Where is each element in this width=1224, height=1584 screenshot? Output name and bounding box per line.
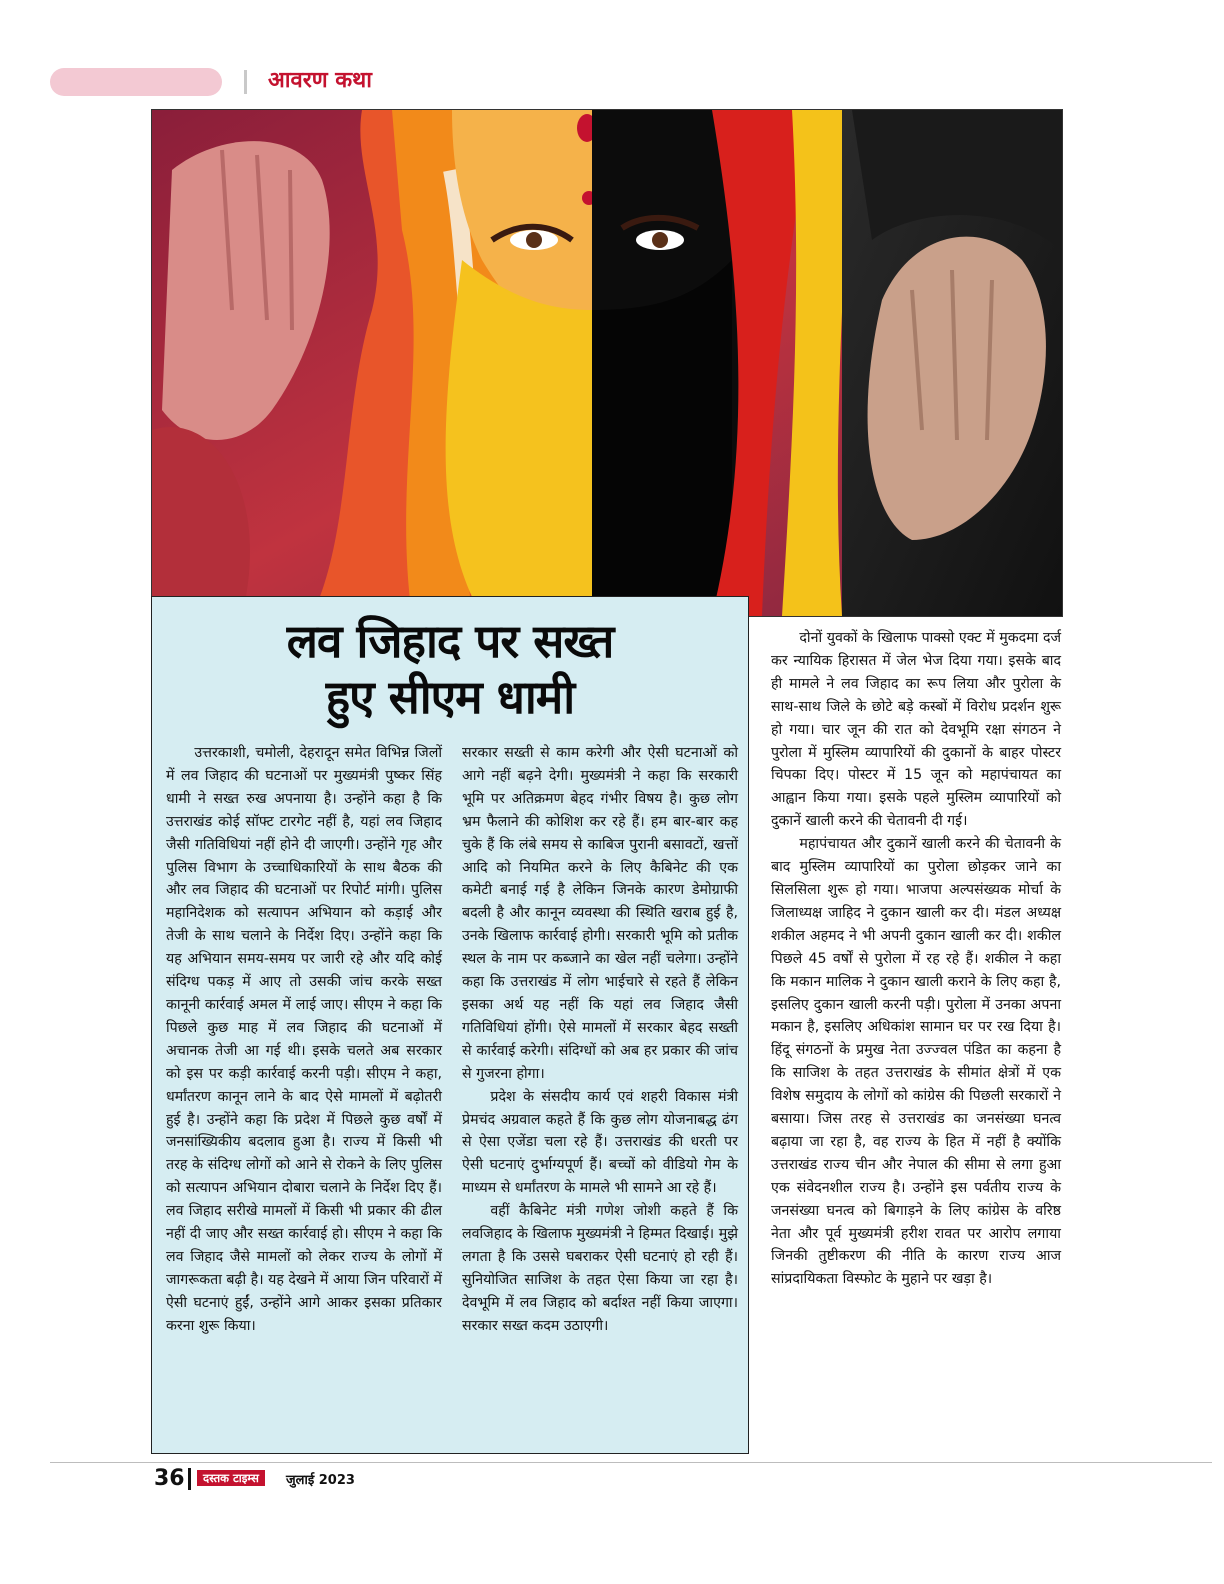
article-paragraph: सरकार सख्ती से काम करेगी और ऐसी घटनाओं को आगे नहीं बढ़ने देगी। मुख्यमंत्री ने कहा कि सरकारी भूमि पर अतिक्रमण बेहद गंभीर विषय है। कुछ लोग भ्रम फैलाने की कोशिश कर रहे हैं। हम बार-बार कह चुके हैं कि लंबे समय से काबिज पुरानी बसावटों, खत्तों आदि को नियमित करने के लिए कैबिनेट की एक कमेटी बनाई गई है लेकिन जिनके कारण डेमोग्राफी बदली है और कानून व्यवस्था की स्थिति खराब हुई है, उनके खिलाफ कार्रवाई होगी। सरकारी भूमि को प्रतीक स्थल के नाम पर कब्जाने का खेल नहीं चलेगा। उन्होंने कहा कि उत्तराखंड में लोग भाईचारे से रहते हैं लेकिन इसका अर्थ यह नहीं कि यहां लव जिहाद जैसी गतिविधियां होंगी। ऐसे मामलों में सरकार बेहद सख्ती से कार्रवाई करेगी। संदिग्धों को अब हर प्रकार की जांच से गुजरना होगा। — [462, 745, 738, 1082]
article-paragraph: प्रदेश के संसदीय कार्य एवं शहरी विकास मंत्री प्रेमचंद अग्रवाल कहते हैं कि कुछ लोग योजनाबद्ध ढंग से ऐसा एजेंडा चला रहे हैं। उत्तराखंड की धरती पर ऐसी घटनाएं दुर्भाग्यपूर्ण हैं। बच्चों को वीडियो गेम के माध्यम से धर्मांतरण के मामले भी सामने आ रहे हैं। — [462, 1088, 738, 1197]
article-headline — [152, 613, 748, 725]
section-divider — [244, 70, 247, 94]
article-column-2 — [462, 742, 738, 1338]
article-paragraph: दोनों युवकों के खिलाफ पाक्सो एक्ट में मुकदमा दर्ज कर न्यायिक हिरासत में जेल भेज दिया गया। इसके बाद ही मामले ने लव जिहाद का रूप लिया और पुरोला के साथ-साथ जिले के छोटे बड़े कस्बों में विरोध प्रदर्शन शुरू हो गया। चार जून की रात को देवभूमि रक्षा संगठन ने पुरोला में मुस्लिम व्यापारियों की दुकानों के बाहर पोस्टर चिपका दिए। पोस्टर में 15 जून को महापंचायत का आह्वान किया गया। इसके पहले मुस्लिम व्यापारियों को दुकानें खाली करने की चेतावनी दी गई। — [771, 630, 1061, 830]
issue-date: जुलाई 2023 — [286, 1473, 355, 1488]
article-paragraph: महापंचायत और दुकानें खाली करने की चेतावनी के बाद मुस्लिम व्यापारियों का पुरोला छोड़कर जाने का सिलसिला शुरू हो गया। भाजपा अल्पसंख्यक मोर्चा के जिलाध्यक्ष जाहिद ने दुकान खाली कर दी। मंडल अध्यक्ष शकील अहमद ने भी अपनी दुकान खाली कर दी। शकील पिछले 45 वर्षों से पुरोला में रह रहे हैं। शकील ने कहा कि मकान मालिक ने दुकान खाली कराने के लिए कहा है, इसलिए दुकान खाली करनी पड़ी। पुरोला में उनका अपना मकान है, इसलिए अधिकांश सामान घर पर रख दिया है। हिंदू संगठनों के प्रमुख नेता उज्ज्वल पंडित का कहना है कि साजिश के तहत उत्तराखंड के सीमांत क्षेत्रों में एक विशेष समुदाय के लोगों को कांग्रेस की पिछली सरकारों ने बसाया। जिस तरह से उत्तराखंड का जनसंख्या घनत्व बढ़ाया जा रहा है, वह राज्य के हित में नहीं है क्योंकि उत्तराखंड राज्य चीन और नेपाल की सीमा से लगा हुआ एक संवेदनशील राज्य है। उन्होंने इस पर्वतीय राज्य के जनसंख्या घनत्व को बिगाड़ने के लिए कांग्रेस के वरिष्ठ नेता और पूर्व मुख्यमंत्री हरीश रावत पर आरोप लगाया जिनकी तुष्टीकरण की नीति के कारण राज्य आज सांप्रदायिकता विस्फोट के मुहाने पर खड़ा है। — [771, 836, 1061, 1288]
headline-line-2: हुए सीएम धामी — [325, 670, 575, 724]
article-column-3 — [771, 627, 1061, 1291]
illustration-veiled-woman-icon — [152, 110, 1062, 616]
section-label: आवरण कथा — [268, 68, 372, 93]
magazine-logo: दस्तक टाइम्स — [197, 1470, 265, 1486]
footer-divider — [50, 1462, 1212, 1463]
page-number: 36 — [154, 1466, 185, 1491]
footer-separator — [188, 1468, 191, 1490]
headline-line-1: लव जिहाद पर सख्त — [286, 614, 614, 668]
article-paragraph: वहीं कैबिनेट मंत्री गणेश जोशी कहते हैं कि लवजिहाद के खिलाफ मुख्यमंत्री ने हिम्मत दिखाई। मुझे लगता है कि उससे घबराकर ऐसी घटनाएं हो रही हैं। सुनियोजित साजिश के तहत ऐसा किया जा रहा है। देवभूमि में लव जिहाद को बर्दाश्त नहीं किया जाएगा। सरकार सख्त कदम उठाएगी। — [462, 1203, 738, 1334]
hero-image — [151, 109, 1063, 617]
article-paragraph: उत्तरकाशी, चमोली, देहरादून समेत विभिन्न जिलों में लव जिहाद की घटनाओं पर मुख्यमंत्री पुष्कर सिंह धामी ने सख्त रुख अपनाया है। उन्होंने कहा है कि उत्तराखंड कोई सॉफ्ट टारगेट नहीं है, यहां लव जिहाद जैसी गतिविधियां नहीं होने दी जाएगी। उन्होंने गृह और पुलिस विभाग के उच्चाधिकारियों के साथ बैठक की और लव जिहाद की घटनाओं पर रिपोर्ट मांगी। पुलिस महानिदेशक को सत्यापन अभियान को कड़ाई और तेजी के साथ चलाने के निर्देश दिए। उन्होंने कहा कि यह अभियान समय-समय पर जारी रहे और यदि कोई संदिग्ध पकड़ में आए तो उसकी जांच करके सख्त कानूनी कार्रवाई अमल में लाई जाए। सीएम ने कहा कि पिछले कुछ माह में लव जिहाद की घटनाओं में अचानक तेजी आ गई थी। इसके चलते अब सरकार को इस पर कड़ी कार्रवाई करनी पड़ी। सीएम ने कहा, धर्मांतरण कानून लाने के बाद ऐसे मामलों में बढ़ोतरी हुई है। उन्होंने कहा कि प्रदेश में पिछले कुछ वर्षों में जनसांख्यिकीय बदलाव हुआ है। राज्य में किसी भी तरह के संदिग्ध लोगों को आने से रोकने के लिए पुलिस को सत्यापन अभियान दोबारा चलाने के निर्देश दिए हैं। लव जिहाद सरीखे मामलों में किसी भी प्रकार की ढील नहीं दी जाए और सख्त कार्रवाई हो। सीएम ने कहा कि लव जिहाद जैसे मामलों को लेकर राज्य के लोगों में जागरूकता बढ़ी है। यह देखने में आया जिन परिवारों में ऐसी घटनाएं हुईं, उन्होंने आगे आकर इसका प्रतिकार करना शुरू किया। — [166, 745, 442, 1334]
section-pill — [50, 68, 222, 96]
article-column-1 — [166, 742, 442, 1338]
